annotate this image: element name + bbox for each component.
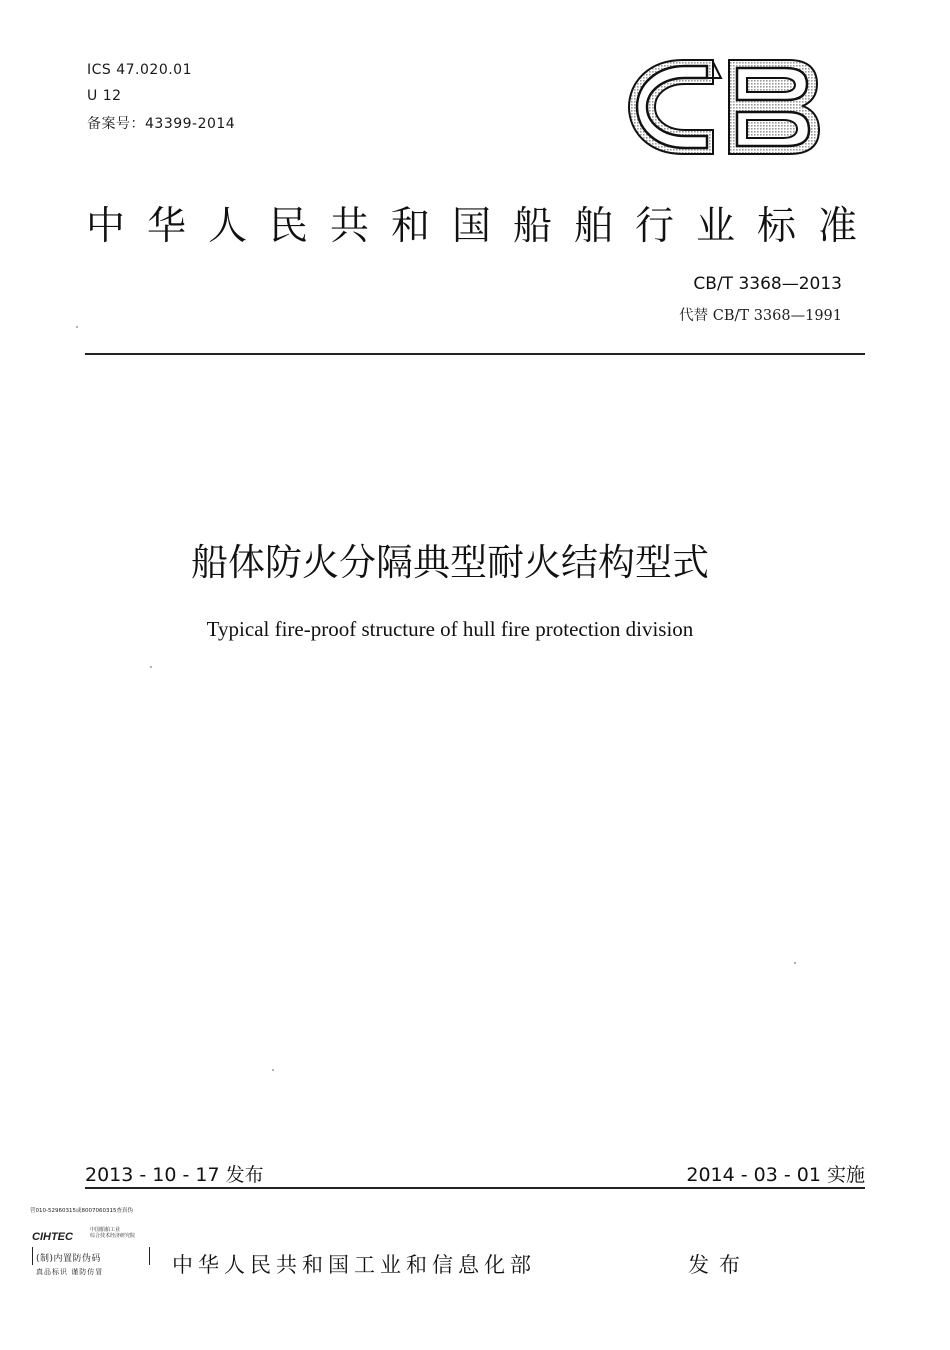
cb-logo-b-letter [729,60,819,154]
footer-divider [85,1187,865,1189]
stamp-org-line1: 中国船舶工业 [90,1227,121,1233]
scan-speck [794,962,796,964]
stamp-brand: CIHTEC [32,1231,73,1243]
publish-label: 发布 [688,1253,750,1277]
industry-standard-title: 中华人民共和国船舶行业标准 [86,204,880,249]
stamp-org-line2: 综合技术经济研究院 [90,1233,136,1239]
cb-logo-c-letter [629,60,721,154]
anti-counterfeit-stamp [28,1205,156,1283]
issuing-ministry: 中华人民共和国工业和信息化部 [172,1253,536,1277]
scan-speck [272,1069,274,1071]
header-divider [85,353,865,355]
stamp-hotline: 营010-52960315或8007060315查真伪 [30,1208,133,1214]
stamp-warning: 真品标识 谨防仿冒 [36,1268,104,1276]
ccs-code: U 12 [87,88,122,104]
ics-code: ICS 47.020.01 [87,62,192,78]
filing-number: 备案号：43399-2014 [87,116,236,132]
standard-number: CB/T 3368—2013 [693,274,842,294]
stamp-org [90,1227,135,1239]
implementation-date: 2014 - 03 - 01 实施 [686,1164,865,1186]
issue-date: 2013 - 10 - 17 发布 [85,1164,264,1186]
stamp-code-label: (制)内置防伪码 [36,1254,102,1264]
document-title-en: Typical fire-proof structure of hull fire protection division [206,617,694,641]
document-title-cn: 船体防火分隔典型耐火结构型式 [191,541,709,584]
scan-speck [150,666,152,668]
cb-logo [625,56,821,158]
scan-speck [76,326,78,328]
replaced-standard: 代替 CB/T 3368—1991 [679,308,842,324]
